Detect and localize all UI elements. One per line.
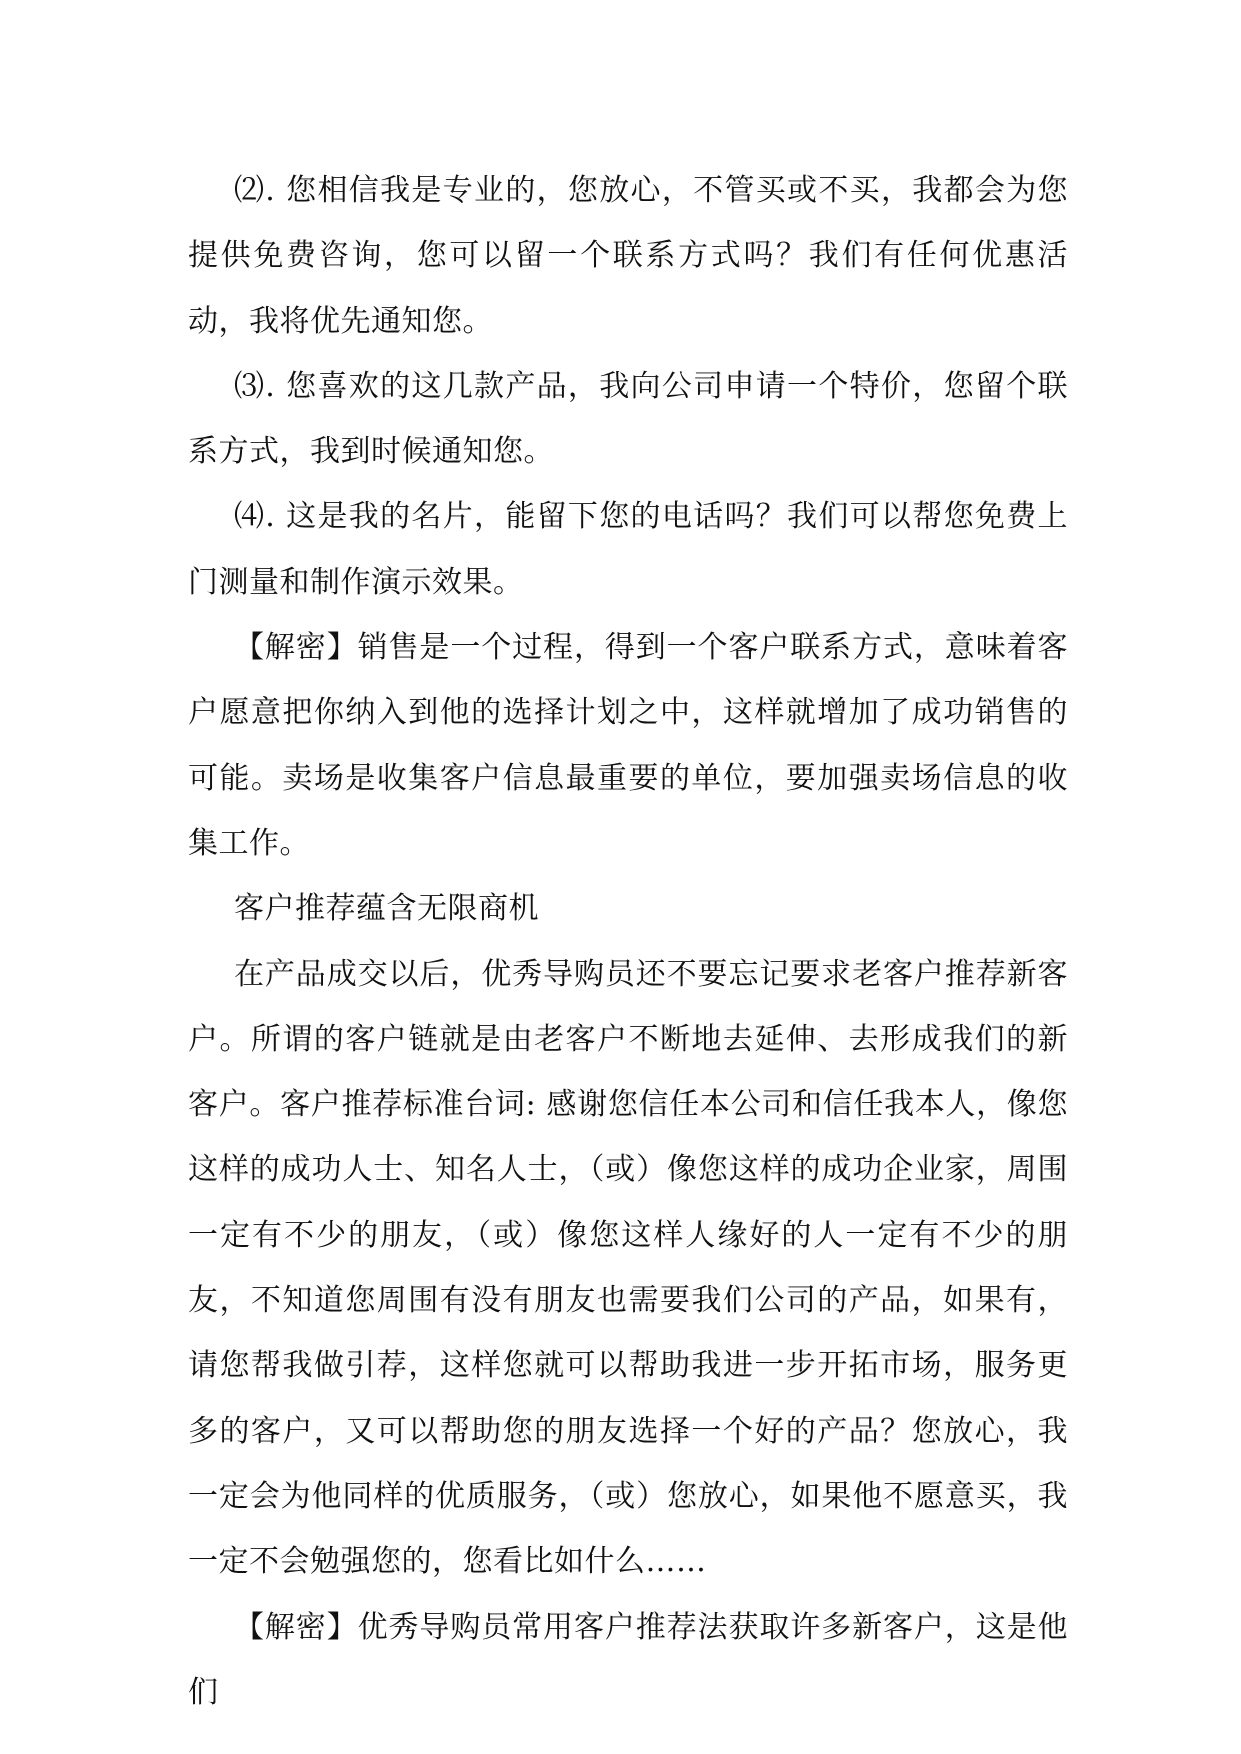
paragraph-decryption-1: 【解密】销售是一个过程，得到一个客户联系方式，意味着客户愿意把你纳入到他的选择计划之中，这样就增加了成功销售的可能。卖场是收集客户信息最重要的单位，要加强卖场信息的收集工作。	[188, 630, 1068, 861]
paragraph-item-3: ⑶. 您喜欢的这几款产品，我向公司申请一个特价，您留个联系方式，我到时候通知您。	[188, 368, 1068, 470]
paragraph-referral: 在产品成交以后，优秀导购员还不要忘记要求老客户推荐新客户。所谓的客户链就是由老客户不断地去延伸、去形成我们的新客户。客户推荐标准台词: 感谢您信任本公司和信任我本人，像您这样的成功人士、知名人士，（或）像您这样的成功企业家，周围一定有不少的朋友，（或）像您这样人缘好的人一定有不少的朋友，不知道您周围有没有朋友也需要我们公司的产品，如果有，请您帮我做引荐，这样您就可以帮助我进一步开拓市场，服务更多的客户，又可以帮助您的朋友选择一个好的产品？您放心，我一定会为他同样的优质服务，（或）您放心，如果他不愿意买，我一定不会勉强您的，您看比如什么……	[188, 956, 1068, 1580]
section-heading: 客户推荐蕴含无限商机	[234, 891, 539, 927]
paragraph-item-4: ⑷. 这是我的名片，能留下您的电话吗？我们可以帮您免费上门测量和制作演示效果。	[188, 499, 1068, 600]
paragraph-item-2: ⑵. 您相信我是专业的，您放心，不管买或不买，我都会为您提供免费咨询，您可以留一个联系方式吗？我们有任何优惠活动，我将优先通知您。	[188, 173, 1068, 339]
document-body	[188, 158, 1068, 1725]
paragraph-decryption-2: 【解密】优秀导购员常用客户推荐法获取许多新客户，这是他们	[188, 1609, 1068, 1710]
